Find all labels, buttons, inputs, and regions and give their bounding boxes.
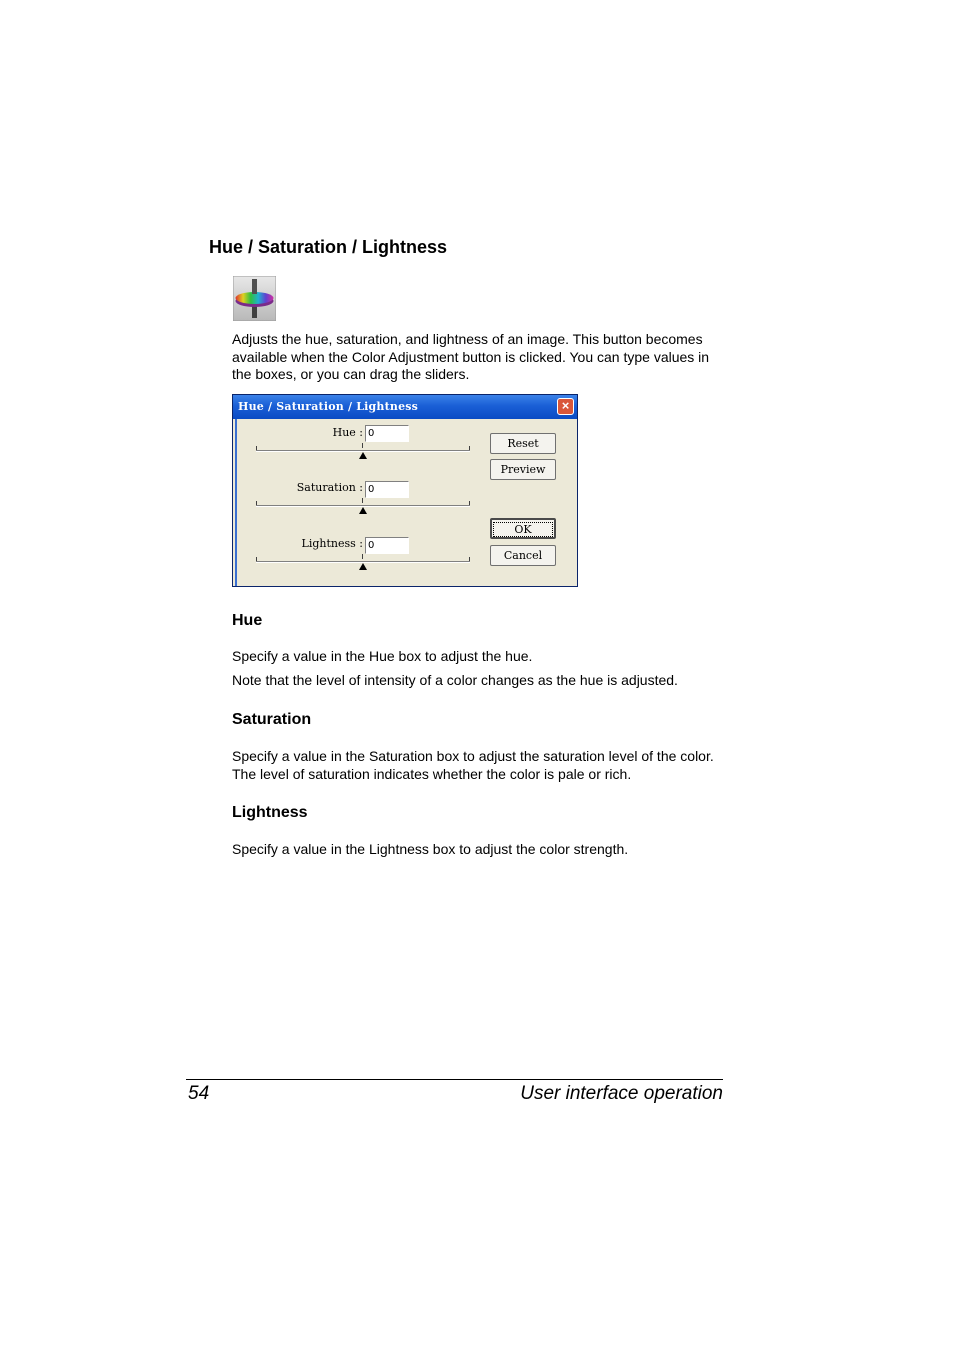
reset-button[interactable]: Reset [490, 433, 556, 454]
close-icon[interactable]: × [557, 398, 574, 415]
dialog-titlebar[interactable] [233, 395, 577, 419]
slider-center-tick [362, 443, 363, 448]
preview-button[interactable]: Preview [490, 459, 556, 480]
ok-button[interactable] [490, 518, 556, 539]
chapter-title: User interface operation [520, 1083, 723, 1104]
saturation-slider-thumb[interactable] [359, 507, 367, 514]
saturation-heading: Saturation [232, 711, 312, 728]
saturation-label: Saturation : [296, 481, 363, 494]
hue-heading: Hue [232, 612, 263, 629]
dialog-body [235, 419, 577, 586]
page-heading: Hue / Saturation / Lightness [209, 237, 448, 257]
hue-paragraph-2: Note that the level of intensity of a color changes as the hue is adjusted. [232, 672, 678, 688]
page-number: 54 [188, 1083, 210, 1104]
hue-saturation-lightness-dialog [232, 394, 578, 587]
intro-text: Adjusts the hue, saturation, and lightness of an image. This button becomes available when the Color Adjustment button is clicked. You can type values in the boxes, or you can drag the sliders. [232, 331, 710, 382]
lightness-input[interactable]: 0 [365, 537, 409, 554]
lightness-slider-thumb[interactable] [359, 563, 367, 570]
hue-input[interactable]: 0 [365, 425, 409, 442]
saturation-paragraph: Specify a value in the Saturation box to adjust the saturation level of the color. The level of saturation indicates whether the color is pale or rich. [232, 748, 714, 782]
slider-center-tick [362, 498, 363, 503]
hue-paragraph-1: Specify a value in the Hue box to adjust the hue. [232, 648, 533, 664]
dialog-title: Hue / Saturation / Lightness [238, 400, 419, 413]
footer-rule [186, 1079, 723, 1080]
hue-label: Hue : [332, 426, 363, 439]
lightness-label: Lightness : [301, 537, 363, 550]
lightness-paragraph: Specify a value in the Lightness box to adjust the color strength. [232, 841, 629, 857]
lightness-heading: Lightness [232, 804, 308, 821]
hue-saturation-lightness-icon[interactable] [233, 276, 276, 321]
saturation-input[interactable]: 0 [365, 481, 409, 498]
slider-center-tick [362, 554, 363, 559]
hue-slider-thumb[interactable] [359, 452, 367, 459]
cancel-button[interactable]: Cancel [490, 545, 556, 566]
ok-button-label: OK [494, 523, 551, 536]
